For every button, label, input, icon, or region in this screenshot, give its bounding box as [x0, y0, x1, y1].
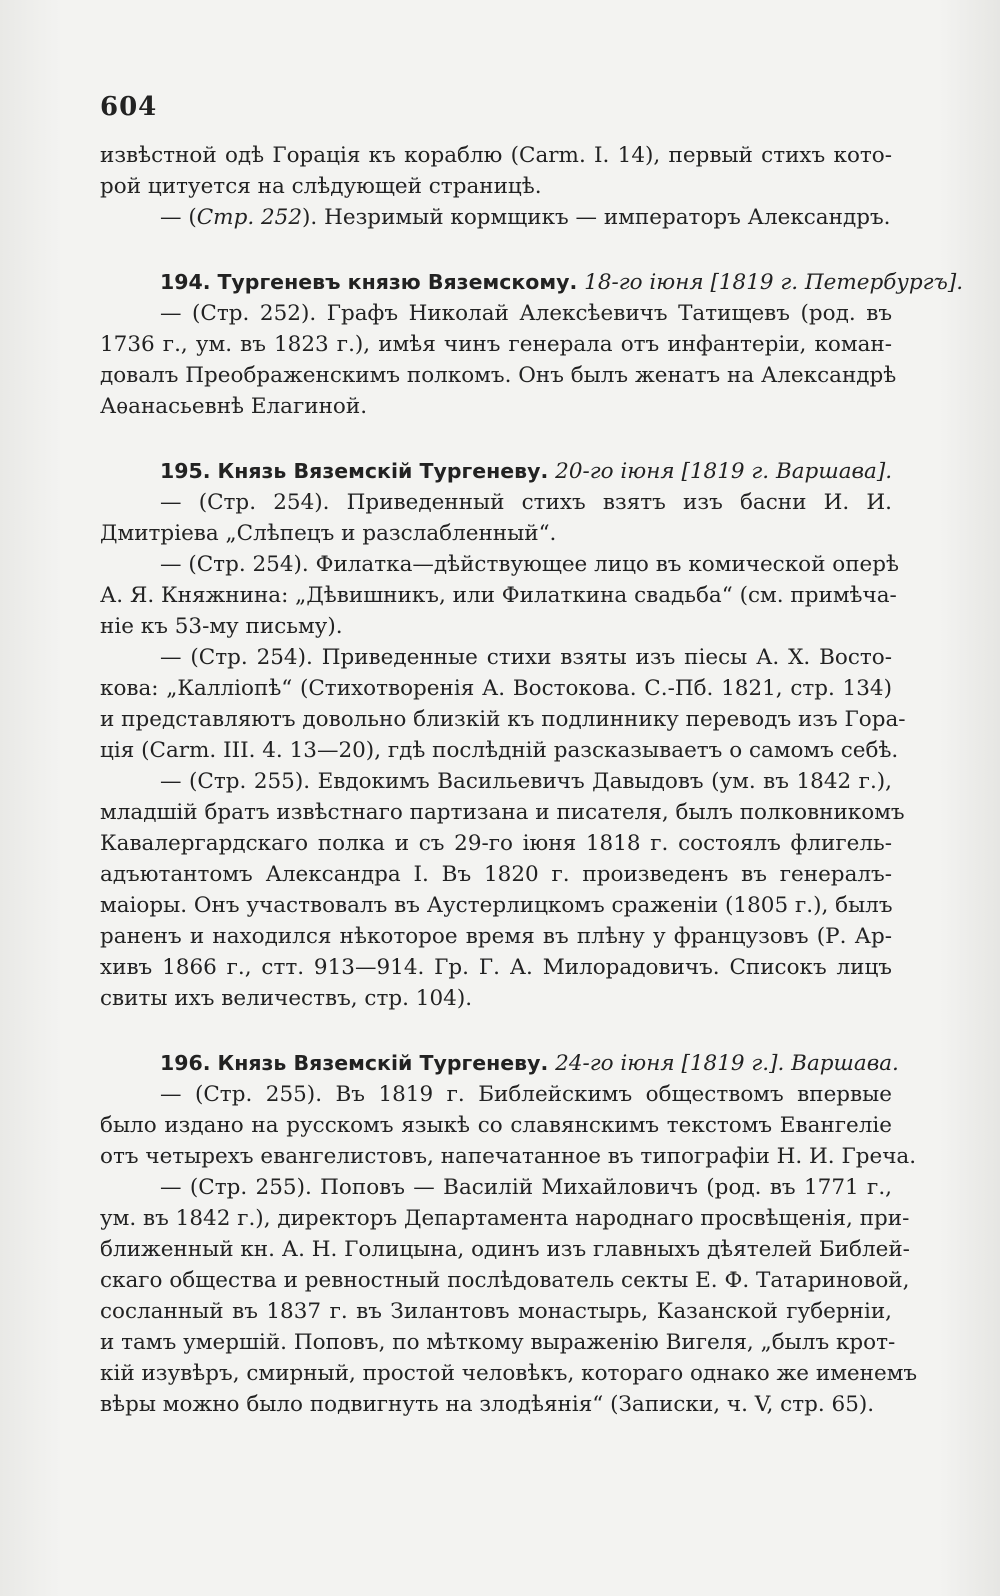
text-line: Кавалергардскаго полка и съ 29-го іюня 1818 г. состоялъ флигель-: [100, 831, 892, 856]
page-number: 604: [100, 92, 158, 122]
text-line: отъ четырехъ евангелистовъ, напечатанное въ типографіи Н. И. Греча.: [100, 1144, 917, 1169]
text-line: ум. въ 1842 г.), директоръ Департамента народнаго просвѣщенія, при-: [100, 1206, 910, 1231]
text-line: младшій братъ извѣстнаго партизана и писателя, былъ полковникомъ: [100, 800, 905, 825]
note-text: ). Незримый кормщикъ — императоръ Александръ.: [302, 205, 891, 230]
text-line: — (Стр. 254). Приведенные стихи взяты изъ піесы А. Х. Восто-: [160, 645, 892, 670]
text-line: кова: „Калліопѣ“ (Стихотворенія А. Востокова. С.-Пб. 1821, стр. 134): [100, 676, 892, 701]
text-line: ція (Carm. III. 4. 13—20), гдѣ послѣдній разсказываетъ о самомъ себѣ.: [100, 738, 899, 763]
letter-place: [1819 г.]. Варшава.: [681, 1051, 899, 1076]
text-line: — (Стр. 255). Въ 1819 г. Библейскимъ обществомъ впервые: [160, 1082, 892, 1107]
text-line: и тамъ умершій. Поповъ, по мѣткому выраженію Вигеля, „былъ крот-: [100, 1330, 896, 1355]
text-line: вѣры можно было подвигнуть на злодѣянія“ (Записки, ч. V, стр. 65).: [100, 1392, 875, 1417]
text-line: кій изувѣръ, смирный, простой человѣкъ, котораго однако же именемъ: [100, 1361, 918, 1386]
text-line: довалъ Преображенскимъ полкомъ. Онъ былъ женатъ на Александрѣ: [100, 363, 897, 388]
letter-heading: [100, 1048, 899, 1079]
letter-title: Князь Вяземскій Тургеневу.: [217, 459, 549, 483]
note-line: [100, 202, 892, 233]
text-line: раненъ и находился нѣкоторое время въ плѣну у французовъ (Р. Ар-: [100, 924, 892, 949]
text-line: Аѳанасьевнѣ Елагиной.: [100, 394, 368, 419]
letter-title: Тургеневъ князю Вяземскому.: [217, 270, 578, 294]
text-line: — (Стр. 255). Евдокимъ Васильевичъ Давыдовъ (ум. въ 1842 г.),: [160, 769, 892, 794]
text-line: — (Стр. 255). Поповъ — Василій Михайловичъ (род. въ 1771 г.,: [160, 1175, 892, 1200]
body-text: [100, 140, 964, 1420]
note-dash: — (: [160, 205, 197, 230]
text-line: — (Стр. 254). Филатка—дѣйствующее лицо въ комической оперѣ: [160, 552, 899, 577]
text-line: ближенный кн. А. Н. Голицына, одинъ изъ главныхъ дѣятелей Библей-: [100, 1237, 910, 1262]
letter-place: [1819 г. Варшава].: [681, 459, 893, 484]
letter-date: 24-го іюня: [555, 1051, 675, 1076]
text-line: сосланный въ 1837 г. въ Зилантовъ монастырь, Казанской губерніи,: [100, 1299, 892, 1324]
text-line: хивъ 1866 г., стт. 913—914. Гр. Г. А. Милорадовичъ. Списокъ лицъ: [100, 955, 892, 980]
letter-number: 195.: [160, 459, 211, 483]
letter-number: 194.: [160, 270, 211, 294]
text-line: — (Стр. 252). Графъ Николай Алексѣевичъ Татищевъ (род. въ: [160, 301, 892, 326]
page-reference: Стр. 252: [196, 205, 303, 230]
text-line: скаго общества и ревностный послѣдователь секты Е. Ф. Татариновой,: [100, 1268, 910, 1293]
text-line: 1736 г., ум. въ 1823 г.), имѣя чинъ генерала отъ инфантеріи, коман-: [100, 332, 892, 357]
text-line: было издано на русскомъ языкѣ со славянскимъ текстомъ Евангеліе: [100, 1113, 892, 1138]
letter-title: Князь Вяземскій Тургеневу.: [217, 1051, 549, 1075]
text-line: — (Стр. 254). Приведенный стихъ взятъ изъ басни И. И.: [160, 490, 892, 515]
text-line: Дмитріева „Слѣпецъ и разслабленный“.: [100, 521, 557, 546]
letter-heading: [100, 267, 964, 298]
text-line: А. Я. Княжнина: „Дѣвишникъ, или Филаткина свадьба“ (см. примѣча-: [100, 583, 897, 608]
text-line: свиты ихъ величествъ, стр. 104).: [100, 986, 473, 1011]
letter-place: [1819 г. Петербургъ].: [710, 270, 964, 295]
letter-date: 18-го іюня: [584, 270, 704, 295]
letter-date: 20-го іюня: [555, 459, 675, 484]
text-line: рой цитуется на слѣдующей страницѣ.: [100, 174, 542, 199]
text-line: маіоры. Онъ участвовалъ въ Аустерлицкомъ сраженіи (1805 г.), былъ: [100, 893, 893, 918]
letter-number: 196.: [160, 1051, 211, 1075]
text-line: извѣстной одѣ Горація къ кораблю (Carm. I. 14), первый стихъ кото-: [100, 143, 892, 168]
text-line: адъютантомъ Александра I. Въ 1820 г. произведенъ въ генералъ-: [100, 862, 892, 887]
text-line: ніе къ 53-му письму).: [100, 614, 343, 639]
text-line: и представляютъ довольно близкій къ подлиннику переводъ изъ Гора-: [100, 707, 906, 732]
letter-heading: [100, 456, 892, 487]
